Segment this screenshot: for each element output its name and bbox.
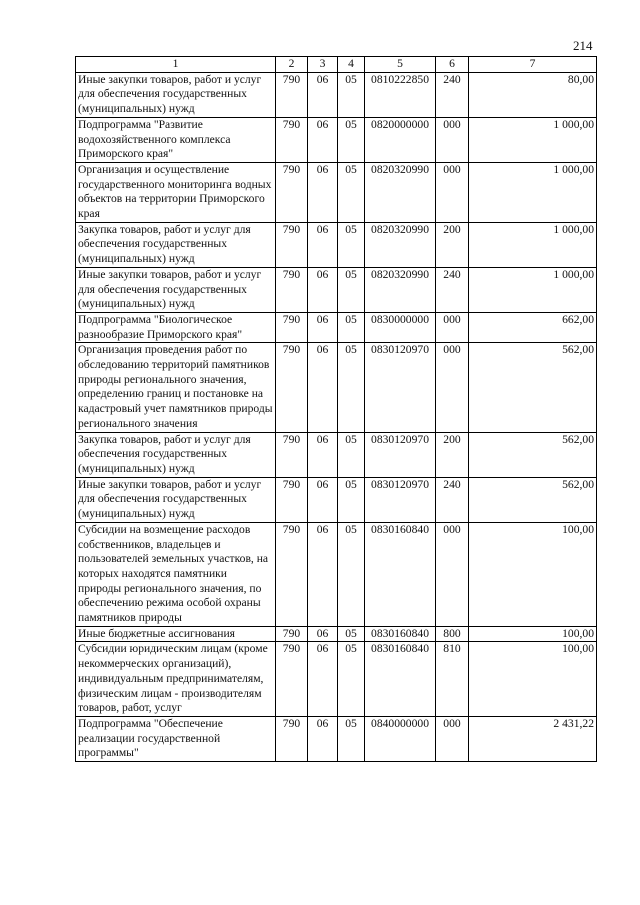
- row-name: Организация и осуществление государственного мониторинга водных объектов на территории Приморского края: [76, 162, 276, 222]
- row-code-2: 790: [276, 312, 308, 342]
- row-code-5: 0830000000: [365, 312, 436, 342]
- row-code-6: 240: [436, 477, 469, 522]
- table-row: [76, 222, 597, 267]
- row-code-5: 0830160840: [365, 522, 436, 626]
- row-code-5: 0830120970: [365, 477, 436, 522]
- row-code-3: 06: [308, 222, 338, 267]
- table-row: [76, 432, 597, 477]
- row-code-6: 200: [436, 432, 469, 477]
- table-row: [76, 477, 597, 522]
- row-amount: 100,00: [469, 642, 597, 717]
- row-code-4: 05: [338, 117, 365, 162]
- row-amount: 2 431,22: [469, 716, 597, 761]
- row-code-5: 0820000000: [365, 117, 436, 162]
- row-code-2: 790: [276, 477, 308, 522]
- row-code-2: 790: [276, 522, 308, 626]
- row-code-3: 06: [308, 642, 338, 717]
- row-amount: 100,00: [469, 626, 597, 642]
- row-name: Закупка товаров, работ и услуг для обеспечения государственных (муниципальных) нужд: [76, 432, 276, 477]
- row-code-4: 05: [338, 477, 365, 522]
- column-header: 3: [308, 57, 338, 73]
- row-code-3: 06: [308, 343, 338, 432]
- row-amount: 662,00: [469, 312, 597, 342]
- column-header: 1: [76, 57, 276, 73]
- row-name: Иные закупки товаров, работ и услуг для обеспечения государственных (муниципальных) нужд: [76, 72, 276, 117]
- header-row: [76, 57, 597, 73]
- row-amount: 562,00: [469, 432, 597, 477]
- row-code-5: 0830160840: [365, 626, 436, 642]
- row-code-3: 06: [308, 117, 338, 162]
- row-code-3: 06: [308, 72, 338, 117]
- row-code-4: 05: [338, 312, 365, 342]
- table-row: [76, 716, 597, 761]
- row-code-2: 790: [276, 432, 308, 477]
- row-code-6: 000: [436, 716, 469, 761]
- column-header: 5: [365, 57, 436, 73]
- row-code-6: 000: [436, 117, 469, 162]
- row-code-2: 790: [276, 117, 308, 162]
- column-header: 6: [436, 57, 469, 73]
- row-code-4: 05: [338, 522, 365, 626]
- row-code-2: 790: [276, 162, 308, 222]
- row-code-2: 790: [276, 72, 308, 117]
- row-code-6: 240: [436, 72, 469, 117]
- row-code-2: 790: [276, 642, 308, 717]
- row-name: Подпрограмма "Биологическое разнообразие Приморского края": [76, 312, 276, 342]
- row-name: Организация проведения работ по обследованию территорий памятников природы регионального значения, определению границ и постановке на кадастровый учет памятников природы регионального значения: [76, 343, 276, 432]
- row-code-3: 06: [308, 432, 338, 477]
- row-code-5: 0810222850: [365, 72, 436, 117]
- row-code-2: 790: [276, 343, 308, 432]
- page-number: 214: [573, 38, 593, 53]
- row-code-5: 0830120970: [365, 432, 436, 477]
- row-code-4: 05: [338, 222, 365, 267]
- row-name: Субсидии юридическим лицам (кроме некоммерческих организаций), индивидуальным предпринимателям, физическим лицам - производителям товаров, работ, услуг: [76, 642, 276, 717]
- row-code-3: 06: [308, 312, 338, 342]
- row-code-6: 810: [436, 642, 469, 717]
- row-code-3: 06: [308, 716, 338, 761]
- row-code-6: 240: [436, 267, 469, 312]
- column-header: 7: [469, 57, 597, 73]
- row-code-4: 05: [338, 72, 365, 117]
- table-row: [76, 312, 597, 342]
- row-code-4: 05: [338, 343, 365, 432]
- table-row: [76, 267, 597, 312]
- row-code-6: 000: [436, 162, 469, 222]
- row-amount: 80,00: [469, 72, 597, 117]
- row-code-6: 200: [436, 222, 469, 267]
- row-name: Подпрограмма "Развитие водохозяйственного комплекса Приморского края": [76, 117, 276, 162]
- row-name: Закупка товаров, работ и услуг для обеспечения государственных (муниципальных) нужд: [76, 222, 276, 267]
- table-row: [76, 626, 597, 642]
- row-code-4: 05: [338, 716, 365, 761]
- row-amount: 100,00: [469, 522, 597, 626]
- row-amount: 1 000,00: [469, 117, 597, 162]
- row-code-5: 0830120970: [365, 343, 436, 432]
- row-code-2: 790: [276, 267, 308, 312]
- row-code-6: 000: [436, 522, 469, 626]
- row-code-3: 06: [308, 477, 338, 522]
- table-row: [76, 162, 597, 222]
- row-code-3: 06: [308, 267, 338, 312]
- row-code-2: 790: [276, 222, 308, 267]
- row-code-5: 0820320990: [365, 162, 436, 222]
- row-code-4: 05: [338, 432, 365, 477]
- row-code-5: 0830160840: [365, 642, 436, 717]
- row-amount: 1 000,00: [469, 222, 597, 267]
- row-name: Иные бюджетные ассигнования: [76, 626, 276, 642]
- row-amount: 1 000,00: [469, 267, 597, 312]
- table-row: [76, 343, 597, 432]
- row-code-5: 0840000000: [365, 716, 436, 761]
- row-code-4: 05: [338, 642, 365, 717]
- row-amount: 1 000,00: [469, 162, 597, 222]
- row-code-6: 800: [436, 626, 469, 642]
- table-row: [76, 642, 597, 717]
- row-name: Иные закупки товаров, работ и услуг для обеспечения государственных (муниципальных) нужд: [76, 267, 276, 312]
- row-code-3: 06: [308, 626, 338, 642]
- row-name: Иные закупки товаров, работ и услуг для обеспечения государственных (муниципальных) нужд: [76, 477, 276, 522]
- row-amount: 562,00: [469, 477, 597, 522]
- row-amount: 562,00: [469, 343, 597, 432]
- row-code-6: 000: [436, 343, 469, 432]
- budget-table: [75, 56, 597, 762]
- row-name: Субсидии на возмещение расходов собственников, владельцев и пользователей земельных участков, на которых находятся памятники природы регионального значения, по обеспечению режима особой охраны памятников природы: [76, 522, 276, 626]
- row-code-5: 0820320990: [365, 222, 436, 267]
- row-code-4: 05: [338, 626, 365, 642]
- row-code-5: 0820320990: [365, 267, 436, 312]
- row-code-4: 05: [338, 267, 365, 312]
- row-code-3: 06: [308, 162, 338, 222]
- row-code-2: 790: [276, 716, 308, 761]
- row-code-3: 06: [308, 522, 338, 626]
- column-header: 4: [338, 57, 365, 73]
- row-code-6: 000: [436, 312, 469, 342]
- row-code-2: 790: [276, 626, 308, 642]
- table-row: [76, 117, 597, 162]
- table-row: [76, 72, 597, 117]
- table-row: [76, 522, 597, 626]
- column-header: 2: [276, 57, 308, 73]
- row-code-4: 05: [338, 162, 365, 222]
- row-name: Подпрограмма "Обеспечение реализации государственной программы": [76, 716, 276, 761]
